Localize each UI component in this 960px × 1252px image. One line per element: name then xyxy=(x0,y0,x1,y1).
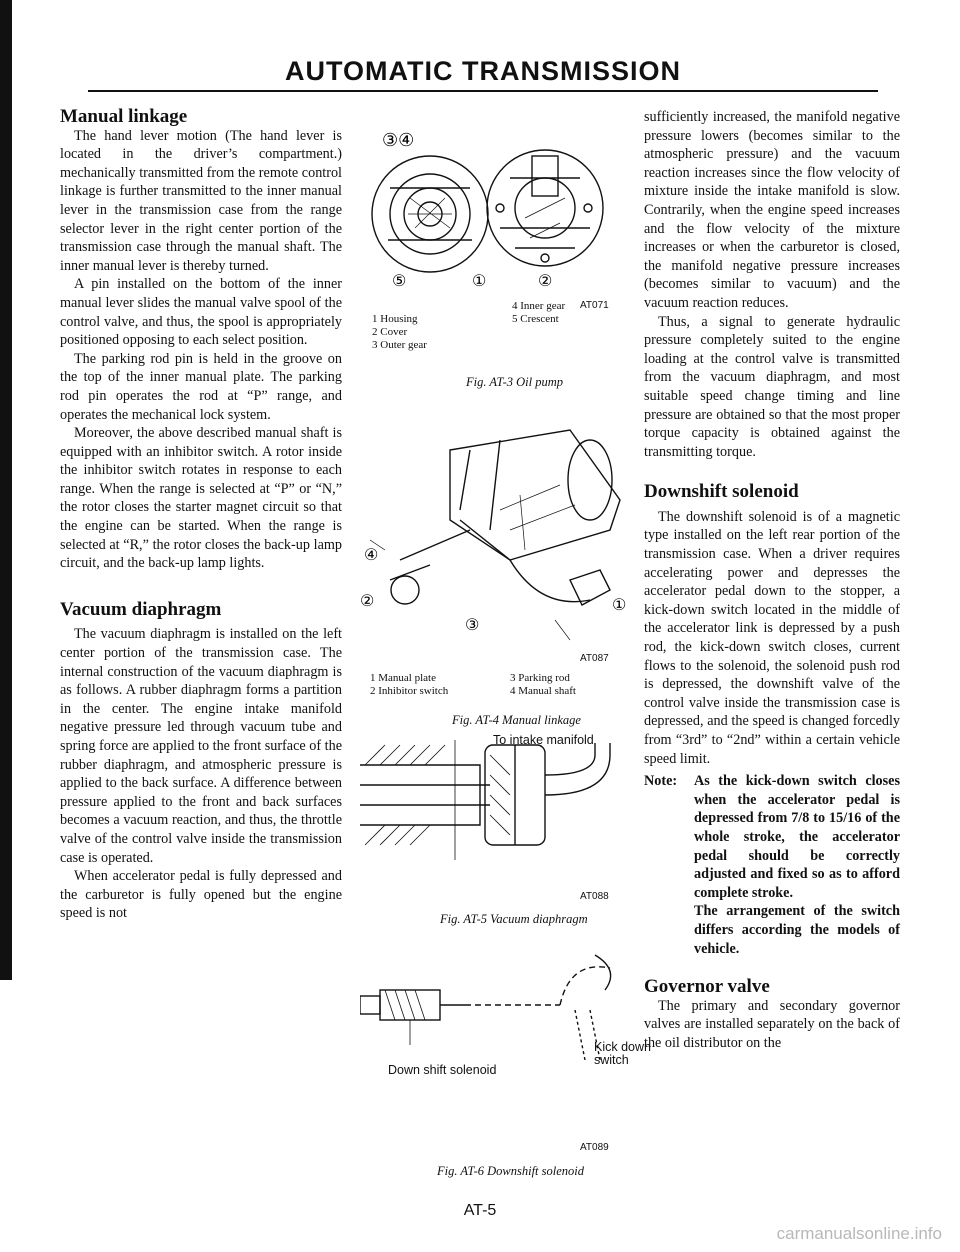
legend-item: 3 Outer gear xyxy=(372,339,427,351)
figure-caption: Fig. AT-3 Oil pump xyxy=(466,375,563,389)
paragraph: A pin installed on the bottom of the inner manual lever slides the manual valve spool of the control valve, and thus, the spool is appropriately positioned opposing to each select position. xyxy=(60,276,342,349)
legend-item: 1 Manual plate xyxy=(370,672,436,684)
label-to-intake-manifold: To intake manifold xyxy=(493,733,594,747)
vacuum-diaphragm-drawing xyxy=(360,735,630,865)
page-header xyxy=(88,56,878,96)
callout-1: ① xyxy=(472,273,487,288)
figure-downshift-solenoid xyxy=(360,950,630,1060)
right-column xyxy=(644,108,900,1053)
figure-vacuum-diaphragm xyxy=(360,735,630,865)
left-column xyxy=(60,108,342,923)
figure-code: AT089 xyxy=(580,1142,609,1153)
page-title: AUTOMATIC TRANSMISSION xyxy=(88,56,878,87)
legend-item: 2 Cover xyxy=(372,326,408,338)
paragraph: The hand lever motion (The hand lever is located in the driver’s compartment.) mechanically transmitted from the remote control linkage is further transmitted to the inner manual lever in the transmission case from the range selector lever in the right center portion of the transmission case through the manual shaft. The inner manual lever is thereby turned. xyxy=(60,127,342,274)
legend-item: 4 Inner gear xyxy=(512,300,566,312)
heading-manual-linkage: Manual linkage xyxy=(60,106,188,127)
figure-manual-linkage xyxy=(360,410,630,650)
paragraph: sufficiently increased, the manifold negative pressure lowers (becomes similar to the atmospheric pressure) and the vacuum reaction increases since the flow velocity of mixture inside the intake manifold is slow. Contrarily, when the engine speed increases and the flow velocity of the mixture increases or when the carburetor is closed, the manifold negative pressure increases (becomes similar to vacuum) and the vacuum reaction reduces. xyxy=(644,109,900,311)
paragraph: The downshift solenoid is of a magnetic type installed on the left rear portion of the transmission case. When a driver requires accelerating power and depresses the accelerator pedal down to the stopper, a kick-down switch located in the middle of the accelerator link is depressed by a push rod, the kick-down switch closes, current flows to the solenoid, the solenoid push rod is depressed, the downshift valve of the control valve inside the transmission case is depressed, and the speed is changed forcedly from “3rd” to “2nd” within a certain vehicle speed limit. xyxy=(644,508,900,767)
binding-edge-bar xyxy=(0,0,12,980)
figure-oil-pump xyxy=(360,128,630,288)
paragraph: When accelerator pedal is fully depressed and the carburetor is fully opened but the engine speed is not xyxy=(60,868,342,922)
legend-right xyxy=(510,672,576,698)
oil-pump-drawing xyxy=(360,128,630,288)
callout-3-4: ③④ xyxy=(382,130,415,150)
heading-governor-valve: Governor valve xyxy=(644,976,770,998)
paragraph: The primary and secondary governor valves are installed separately on the back of the oil distributor on the xyxy=(644,997,900,1051)
paragraph: Moreover, the above described manual shaft is equipped with an inhibitor switch. A rotor inside the inhibitor switch rotates in response to each range. When the range is selected at “P” or “N,” the rotor closes the starter magnet circuit so that the engine can be started. When the range is selected at “R,” the rotor closes the back-up lamp circuit, and the back-up lamp lights. xyxy=(60,425,342,572)
callout-3: ③ xyxy=(465,617,480,634)
paragraph: The vacuum diaphragm is installed on the left center portion of the transmission case. The internal construction of the vacuum diaphragm is as follows. A rubber diaphragm forms a partition in the center. The engine intake manifold negative pressure led through vacuum tube and spring force are applied to the front surface of the rubber diaphragm, and atmospheric pressure is applied to the back surface. A difference between pressure applied to the front and back surfaces becomes a vacuum reaction, and thus, the throttle valve of the control valve inside the transmission case is operated. xyxy=(60,626,342,866)
legend-left xyxy=(370,672,448,698)
legend-left xyxy=(372,313,427,352)
paragraph: The parking rod pin is held in the groove on the top of the inner manual plate. The parking rod pin operates the rod at “P” range, and operates the mechanical lock system. xyxy=(60,350,342,423)
label-down-shift-solenoid: Down shift solenoid xyxy=(388,1063,497,1077)
paragraph: Thus, a signal to generate hydraulic pressure completely suited to the engine loading at the control valve is transmitted from the vacuum diaphragm, and most suitable speed change timing and line pressure are obtained so that the most proper torque capacity is obtained against the transmitting torque. xyxy=(644,313,900,460)
watermark: carmanualsonline.info xyxy=(776,1224,942,1243)
figure-caption: Fig. AT-6 Downshift solenoid xyxy=(437,1164,584,1178)
header-rule xyxy=(88,90,878,92)
page-number: AT-5 xyxy=(463,1202,497,1219)
callout-2: ② xyxy=(538,273,553,288)
heading-downshift-solenoid: Downshift solenoid xyxy=(644,481,799,503)
figure-code: AT087 xyxy=(580,653,609,664)
legend-item: 4 Manual shaft xyxy=(510,685,576,697)
callout-1: ① xyxy=(612,597,627,614)
legend-item: 3 Parking rod xyxy=(510,672,570,684)
note-paragraph: The arrangement of the switch differs according the models of vehicle. xyxy=(694,903,900,957)
figure-caption: Fig. AT-5 Vacuum diaphragm xyxy=(440,912,588,926)
figure-code: AT088 xyxy=(580,891,609,902)
callout-5: ⑤ xyxy=(392,273,407,288)
legend-item: 5 Crescent xyxy=(512,313,559,325)
legend-right xyxy=(512,300,565,326)
label-kick-down-switch: Kick down switch xyxy=(594,1040,651,1067)
legend-item: 2 Inhibitor switch xyxy=(370,685,449,697)
note-label: Note: xyxy=(644,773,678,790)
downshift-solenoid-drawing xyxy=(360,950,630,1060)
figure-code: AT071 xyxy=(580,300,609,311)
heading-vacuum-diaphragm: Vacuum diaphragm xyxy=(60,598,222,620)
figure-caption: Fig. AT-4 Manual linkage xyxy=(452,713,581,727)
callout-4: ④ xyxy=(364,547,379,564)
manual-linkage-drawing xyxy=(360,410,630,650)
note-body xyxy=(694,772,900,958)
callout-2: ② xyxy=(360,593,375,610)
legend-item: 1 Housing xyxy=(372,313,418,325)
note-block xyxy=(644,772,900,958)
note-paragraph: As the kick-down switch closes when the accelerator pedal is depressed from 7/8 to 15/16 of the whole stroke, the accelerator pedal should be correctly adjusted and fixed so as to afford complete stroke. xyxy=(694,773,900,901)
